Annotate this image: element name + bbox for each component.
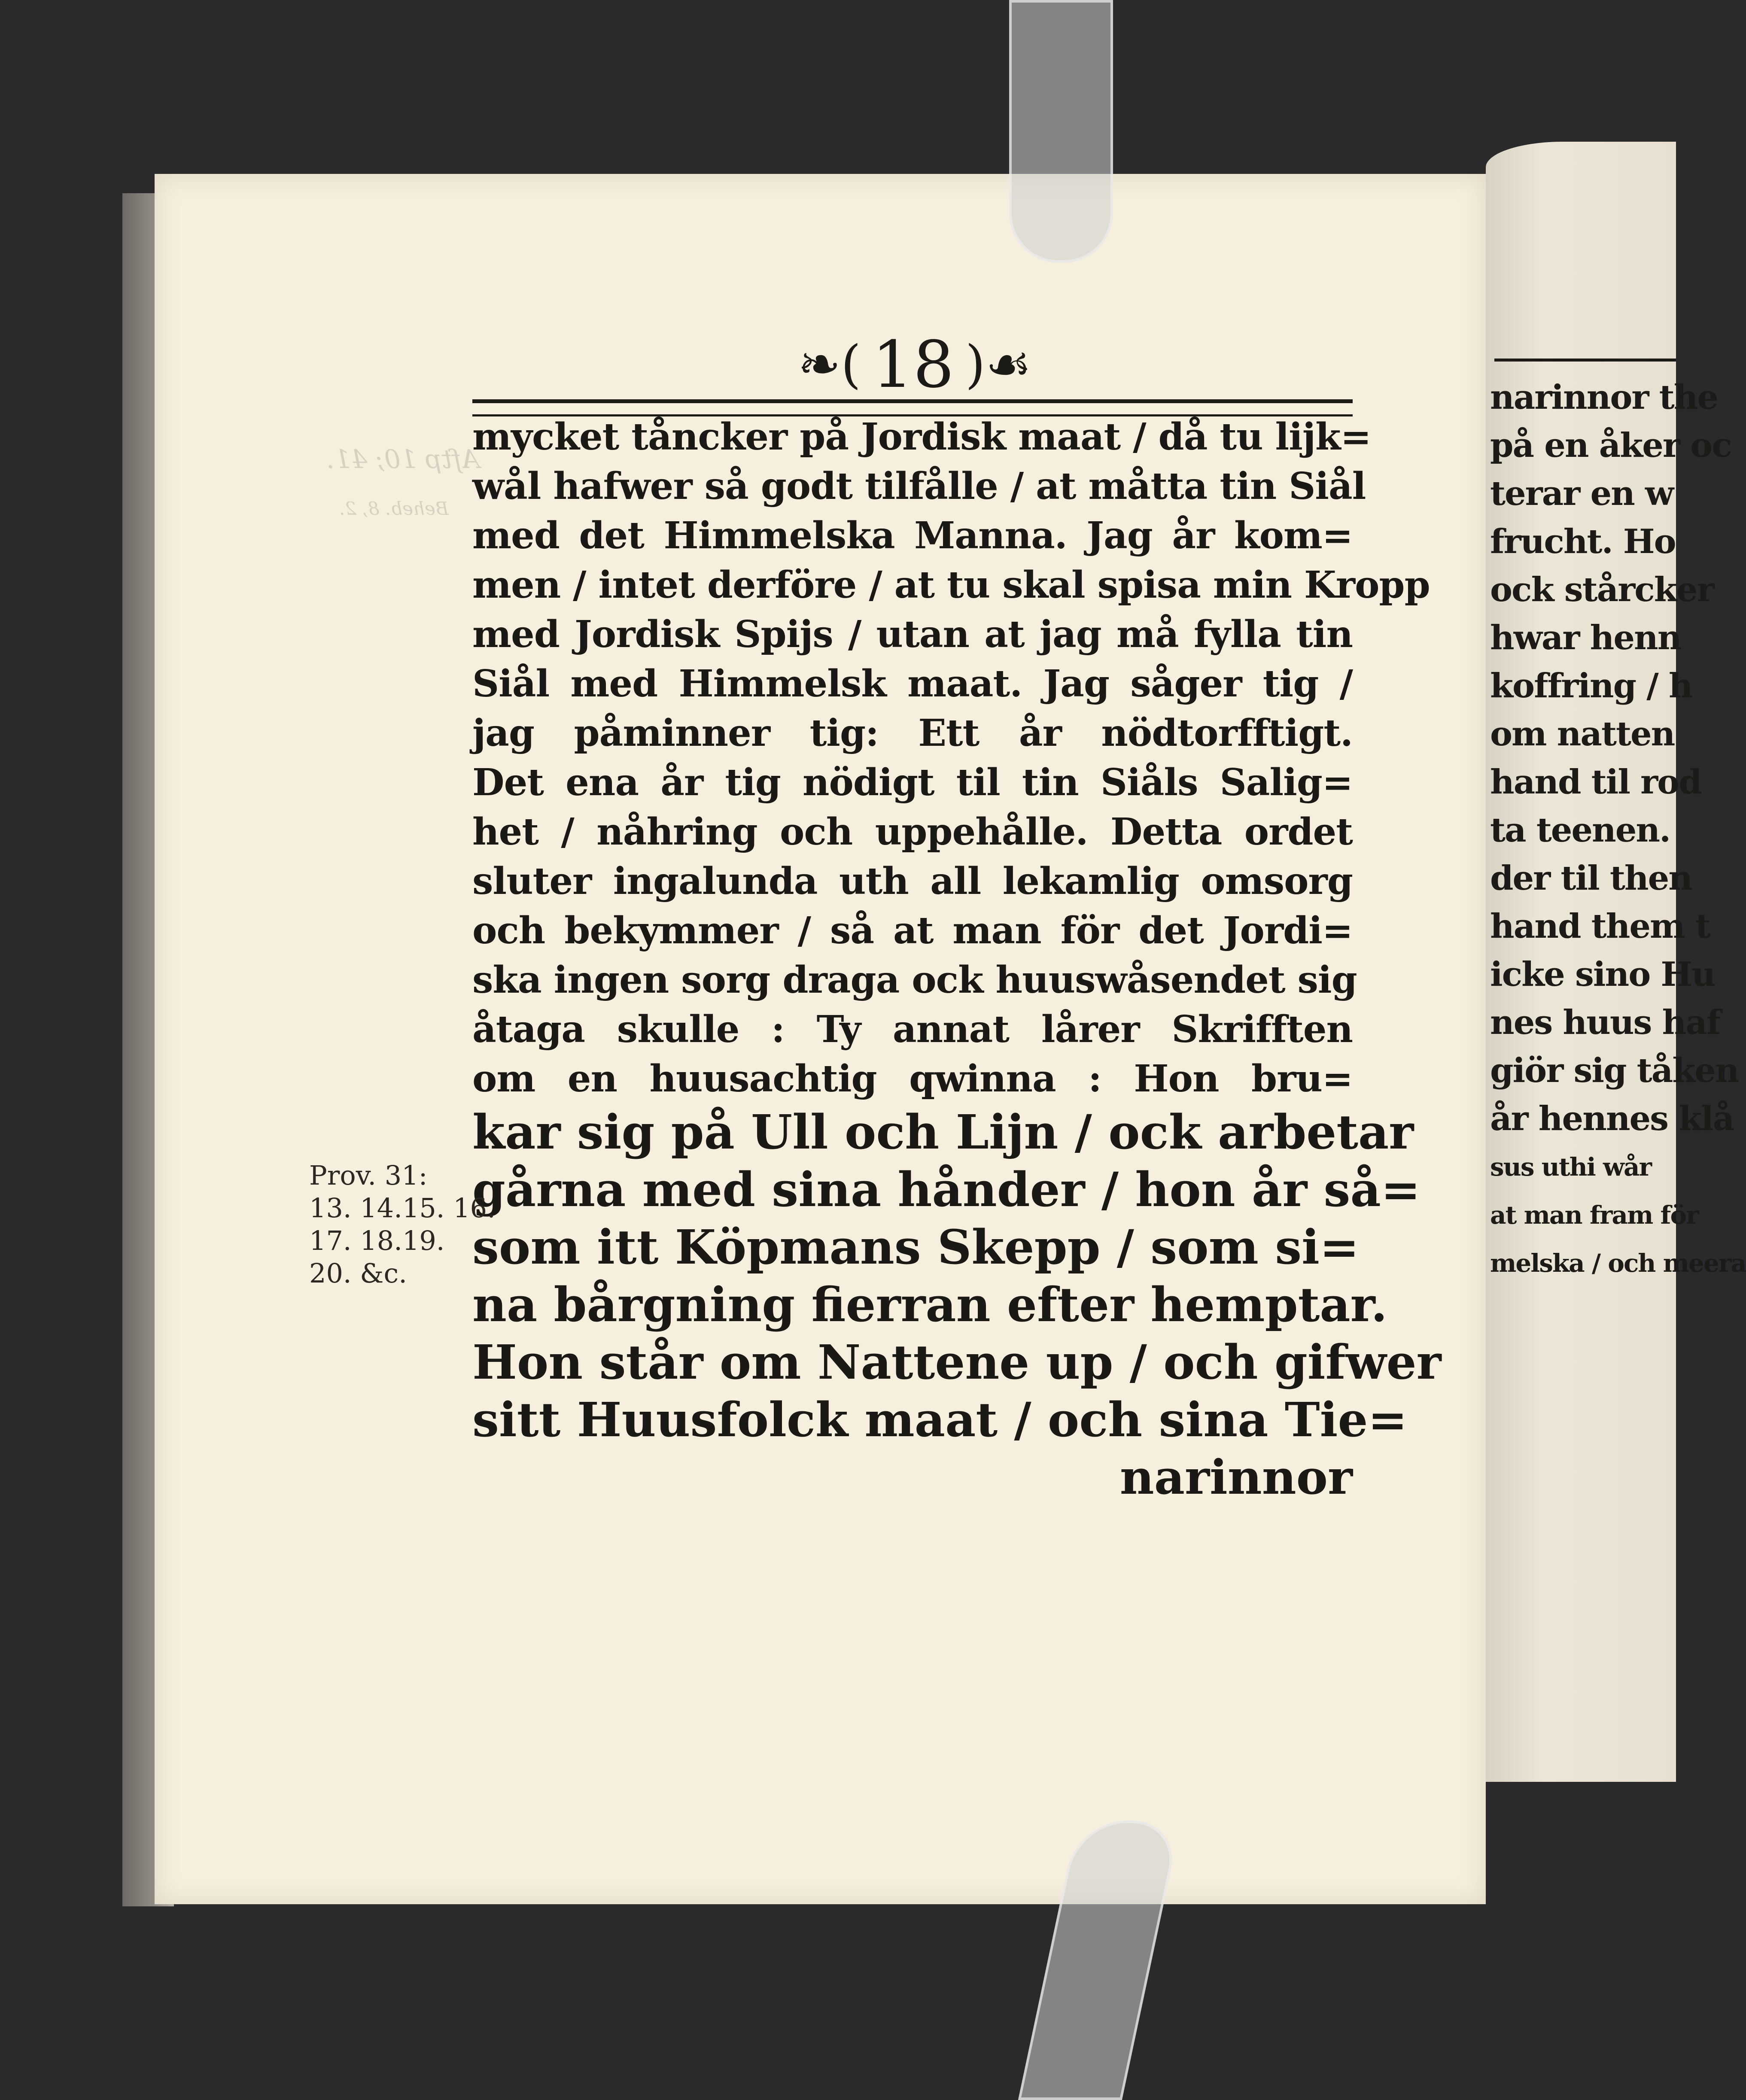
page-clip-top xyxy=(1009,0,1113,263)
text-line: gårna med sina hånder / hon år så= xyxy=(472,1162,1421,1217)
facing-text-line: ock stårcker xyxy=(1490,570,1714,609)
text-line: Det ena år tig nödigt til tin Siåls Salig= xyxy=(472,761,1353,804)
page-header xyxy=(464,318,1366,412)
facing-text-line: icke sino Hu xyxy=(1490,955,1715,994)
margin-note xyxy=(309,1159,496,1290)
facing-text-line: der til then xyxy=(1490,859,1692,898)
body-text xyxy=(472,412,1442,1606)
text-line: Siål med Himmelsk maat. Jag såger tig / xyxy=(472,662,1353,705)
facing-text-line: hand them t xyxy=(1490,907,1710,946)
facing-text-line: terar en w xyxy=(1490,474,1673,513)
facing-text-line: på en åker oc xyxy=(1490,426,1731,465)
text-line: åtaga skulle : Ty annat lårer Skrifften xyxy=(472,1008,1353,1051)
facing-text-line: frucht. Ho xyxy=(1490,522,1676,561)
text-line: ska ingen sorg draga ock huuswåsendet sig xyxy=(472,958,1357,1002)
text-line: wål hafwer så godt tilfålle / at måtta tin Siål xyxy=(472,465,1366,508)
text-line: med Jordisk Spijs / utan at jag må fylla tin xyxy=(472,613,1353,656)
facing-text-line: koffring / h xyxy=(1490,666,1692,705)
facing-text-line: om natten xyxy=(1490,714,1675,754)
facing-text-line: nes huus haf xyxy=(1490,1003,1720,1042)
facing-text-line: melska / och meera xyxy=(1490,1249,1746,1278)
facing-text-line: hand til rod xyxy=(1490,763,1701,802)
bleed-through-text: Aftp 10; 41. xyxy=(326,444,480,474)
text-line: na bårgning fierran efter hemptar. xyxy=(472,1277,1387,1332)
margin-note-line: 20. &c. xyxy=(309,1258,407,1289)
margin-note-line: 13. 14.15. 16. xyxy=(309,1192,496,1224)
text-line: men / intet derföre / at tu skal spisa min Kropp xyxy=(472,563,1430,607)
facing-text-line: ta teenen. xyxy=(1490,811,1670,850)
text-line: mycket tåncker på Jordisk maat / då tu lijk= xyxy=(472,415,1371,459)
text-line: kar sig på Ull och Lijn / ock arbetar xyxy=(472,1104,1414,1160)
catchword: narinnor xyxy=(1119,1450,1353,1505)
text-line: het / nåhring och uppehålle. Detta ordet xyxy=(472,810,1353,854)
text-line: om en huusachtig qwinna : Hon bru= xyxy=(472,1057,1353,1100)
facing-text-line: giör sig tåken xyxy=(1490,1051,1739,1090)
text-line: och bekymmer / så at man för det Jordi= xyxy=(472,909,1353,952)
facing-text-line: narinnor the xyxy=(1490,378,1718,417)
text-line: jag påminner tig: Ett år nödtorfftigt. xyxy=(472,711,1353,755)
bleed-through-text: Beheb. 8, 2. xyxy=(339,498,449,519)
facing-text-line: at man fram för xyxy=(1490,1200,1698,1230)
ornament-left-icon: ❧( xyxy=(797,335,861,395)
margin-note-line: 17. 18.19. xyxy=(309,1225,445,1256)
facing-text-line: hwar henn xyxy=(1490,618,1681,657)
text-line: med det Himmelska Manna. Jag år kom= xyxy=(472,514,1353,557)
page-number: 18 xyxy=(872,328,954,402)
margin-note-line: Prov. 31: xyxy=(309,1160,428,1191)
facing-page-rule xyxy=(1494,359,1676,368)
text-line: sluter ingalunda uth all lekamlig omsorg xyxy=(472,860,1353,903)
text-line: som itt Köpmans Skepp / som si= xyxy=(472,1219,1360,1275)
ornament-right-icon: )☙ xyxy=(965,335,1032,395)
text-line: sitt Huusfolck maat / och sina Tie= xyxy=(472,1392,1408,1447)
facing-text-line: sus uthi wår xyxy=(1490,1152,1652,1182)
text-line: Hon står om Nattene up / och gifwer xyxy=(472,1334,1442,1390)
facing-page-text xyxy=(1490,374,1746,1287)
facing-text-line: år hennes klå xyxy=(1490,1099,1734,1138)
